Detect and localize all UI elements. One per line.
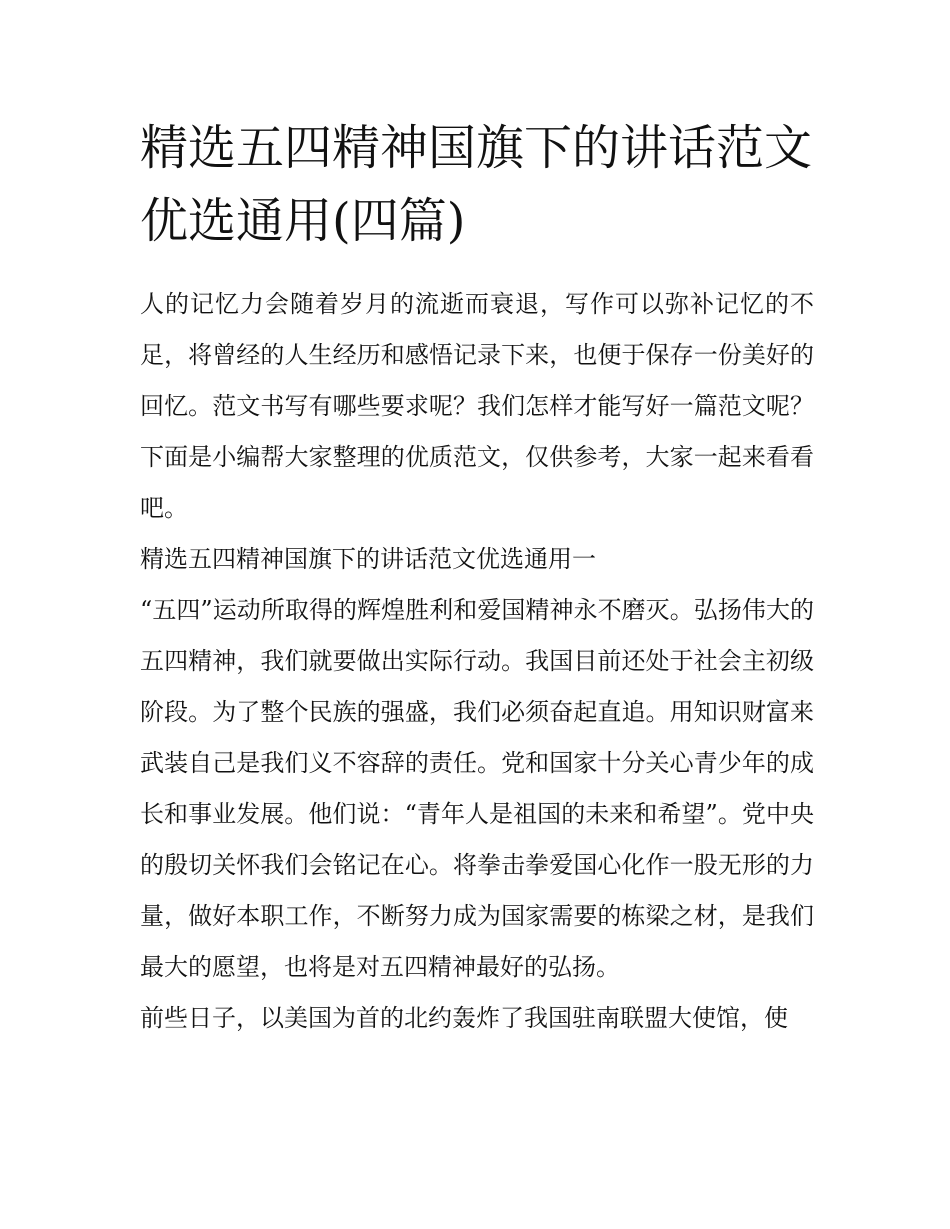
body-paragraph-1: “五四”运动所取得的辉煌胜利和爱国精神永不磨灭。弘扬伟大的五四精神，我们就要做出实际行动。我国目前还处于社会主初级阶段。为了整个民族的强盛，我们必须奋起直追。用知识财富来武装自己是我们义不容辞的责任。党和国家十分关心青少年的成长和事业发展。他们说：“青年人是祖国的未来和希望”。党中央的殷切关怀我们会铭记在心。将拳击拳爱国心化作一股无形的力量，做好本职工作，不断努力成为国家需要的栋梁之材，是我们最大的愿望，也将是对五四精神最好的弘扬。 <box>140 596 814 981</box>
document-page <box>140 112 814 1044</box>
document-title: 精选五四精神国旗下的讲话范文优选通用(四篇) <box>140 120 813 249</box>
body-paragraph-2: 前些日子，以美国为首的北约轰炸了我国驻南联盟大使馆，使 <box>140 1004 788 1032</box>
intro-paragraph: 人的记忆力会随着岁月的流逝而衰退，写作可以弥补记忆的不足，将曾经的人生经历和感悟记录下来，也便于保存一份美好的回忆。范文书写有哪些要求呢？我们怎样才能写好一篇范文呢？下面是小编帮大家整理的优质范文，仅供参考，大家一起来看看吧。 <box>140 290 814 522</box>
section-heading: 精选五四精神国旗下的讲话范文优选通用一 <box>140 545 596 573</box>
